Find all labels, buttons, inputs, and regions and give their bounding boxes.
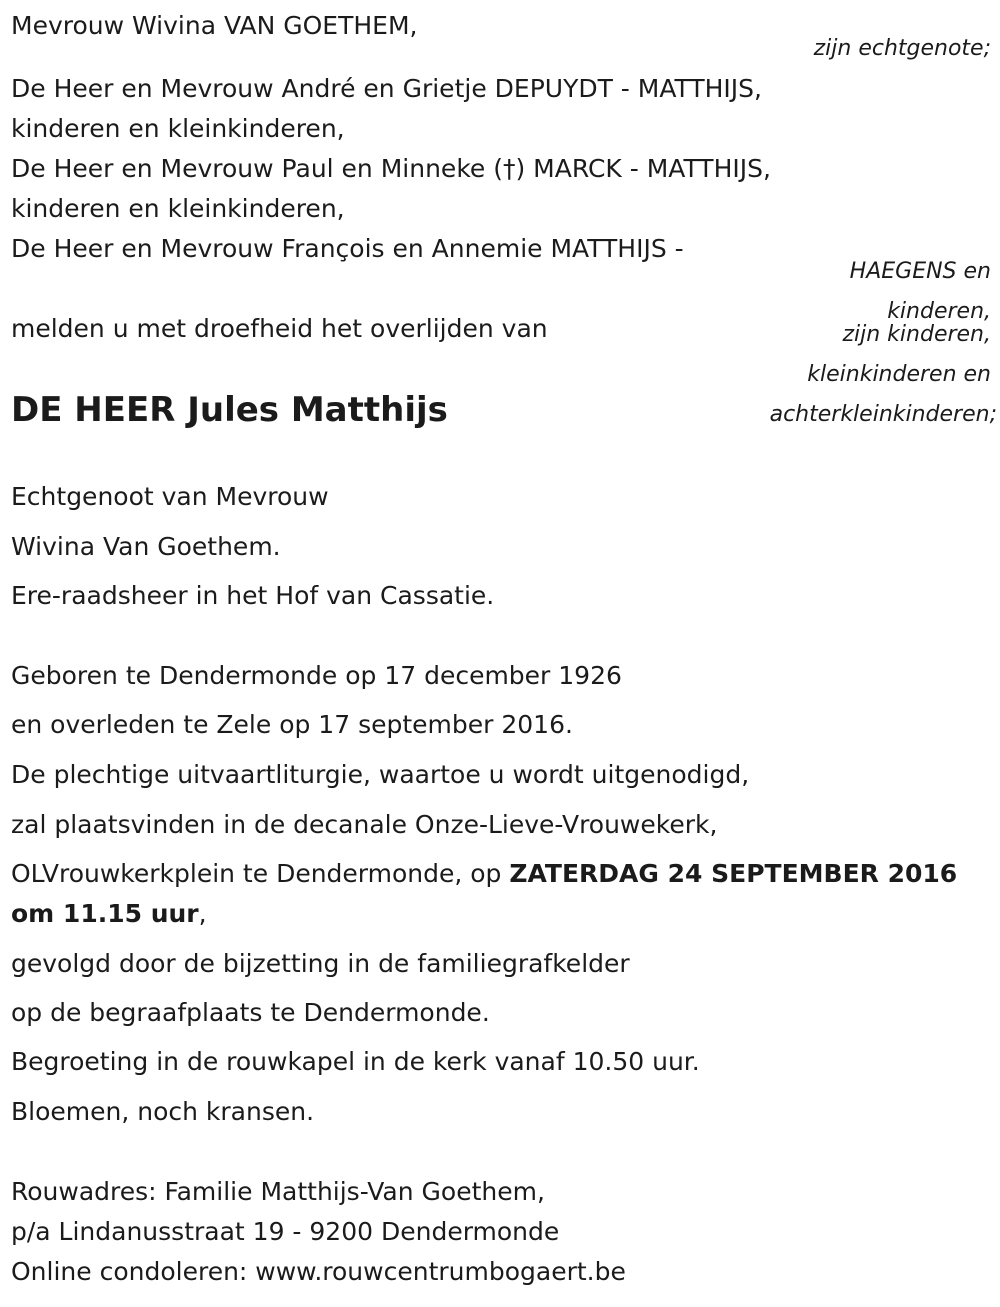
- service-time-punct: ,: [198, 899, 207, 928]
- role-children: zijn kinderen,: [842, 322, 991, 347]
- flowers-text: Bloemen, noch kransen.: [11, 1097, 315, 1126]
- mourning-street: p/a Lindanusstraat 19 - 9200 Dendermonde: [11, 1217, 560, 1246]
- family-line-marck-children: kinderen en kleinkinderen,: [11, 194, 345, 223]
- service-line-2: zal plaatsvinden in de decanale Onze-Lieve-Vrouwekerk,: [11, 810, 718, 839]
- family-line-depuydt: De Heer en Mevrouw André en Grietje DEPUYDT - MATTHIJS,: [11, 74, 762, 103]
- family-line-matthijs-cont-b: kinderen,: [887, 299, 991, 324]
- announce-text: melden u met droefheid het overlijden van: [11, 314, 548, 343]
- role-great-grandchildren: achterkleinkinderen;: [769, 402, 997, 427]
- burial-line-1: gevolgd door de bijzetting in de familiegrafkelder: [11, 949, 630, 978]
- bio-spouse-line: Echtgenoot van Mevrouw: [11, 482, 329, 511]
- family-line-matthijs-cont-a: HAEGENS en: [849, 259, 991, 284]
- birth-text: Geboren te Dendermonde op 17 december 1926: [11, 661, 622, 690]
- family-line-marck: De Heer en Mevrouw Paul en Minneke (†) MARCK - MATTHIJS,: [11, 154, 771, 183]
- online-condolences[interactable]: Online condoleren: www.rouwcentrumbogaert.be: [11, 1257, 626, 1286]
- burial-line-2: op de begraafplaats te Dendermonde.: [11, 998, 490, 1027]
- deceased-name: DE HEER Jules Matthijs: [11, 390, 448, 430]
- service-time: om 11.15 uur: [11, 899, 199, 928]
- role-grandchildren: kleinkinderen en: [807, 362, 991, 387]
- service-line-3: [11, 859, 957, 889]
- mourning-address: Rouwadres: Familie Matthijs-Van Goethem,: [11, 1177, 545, 1206]
- family-line-widow: Mevrouw Wivina VAN GOETHEM,: [11, 11, 418, 40]
- family-line-depuydt-children: kinderen en kleinkinderen,: [11, 114, 345, 143]
- service-location: OLVrouwkerkplein te Dendermonde, op: [11, 859, 510, 888]
- death-text: en overleden te Zele op 17 september 2016.: [11, 710, 573, 739]
- service-date: ZATERDAG 24 SEPTEMBER 2016: [509, 859, 958, 888]
- greeting-text: Begroeting in de rouwkapel in de kerk vanaf 10.50 uur.: [11, 1047, 700, 1076]
- family-line-matthijs: De Heer en Mevrouw François en Annemie MATTHIJS -: [11, 234, 684, 263]
- service-line-1: De plechtige uitvaartliturgie, waartoe u wordt uitgenodigd,: [11, 760, 750, 789]
- bio-title: Ere-raadsheer in het Hof van Cassatie.: [11, 581, 495, 610]
- bio-spouse-name: Wivina Van Goethem.: [11, 532, 281, 561]
- role-spouse: zijn echtgenote;: [813, 36, 991, 61]
- service-line-4: [11, 899, 207, 929]
